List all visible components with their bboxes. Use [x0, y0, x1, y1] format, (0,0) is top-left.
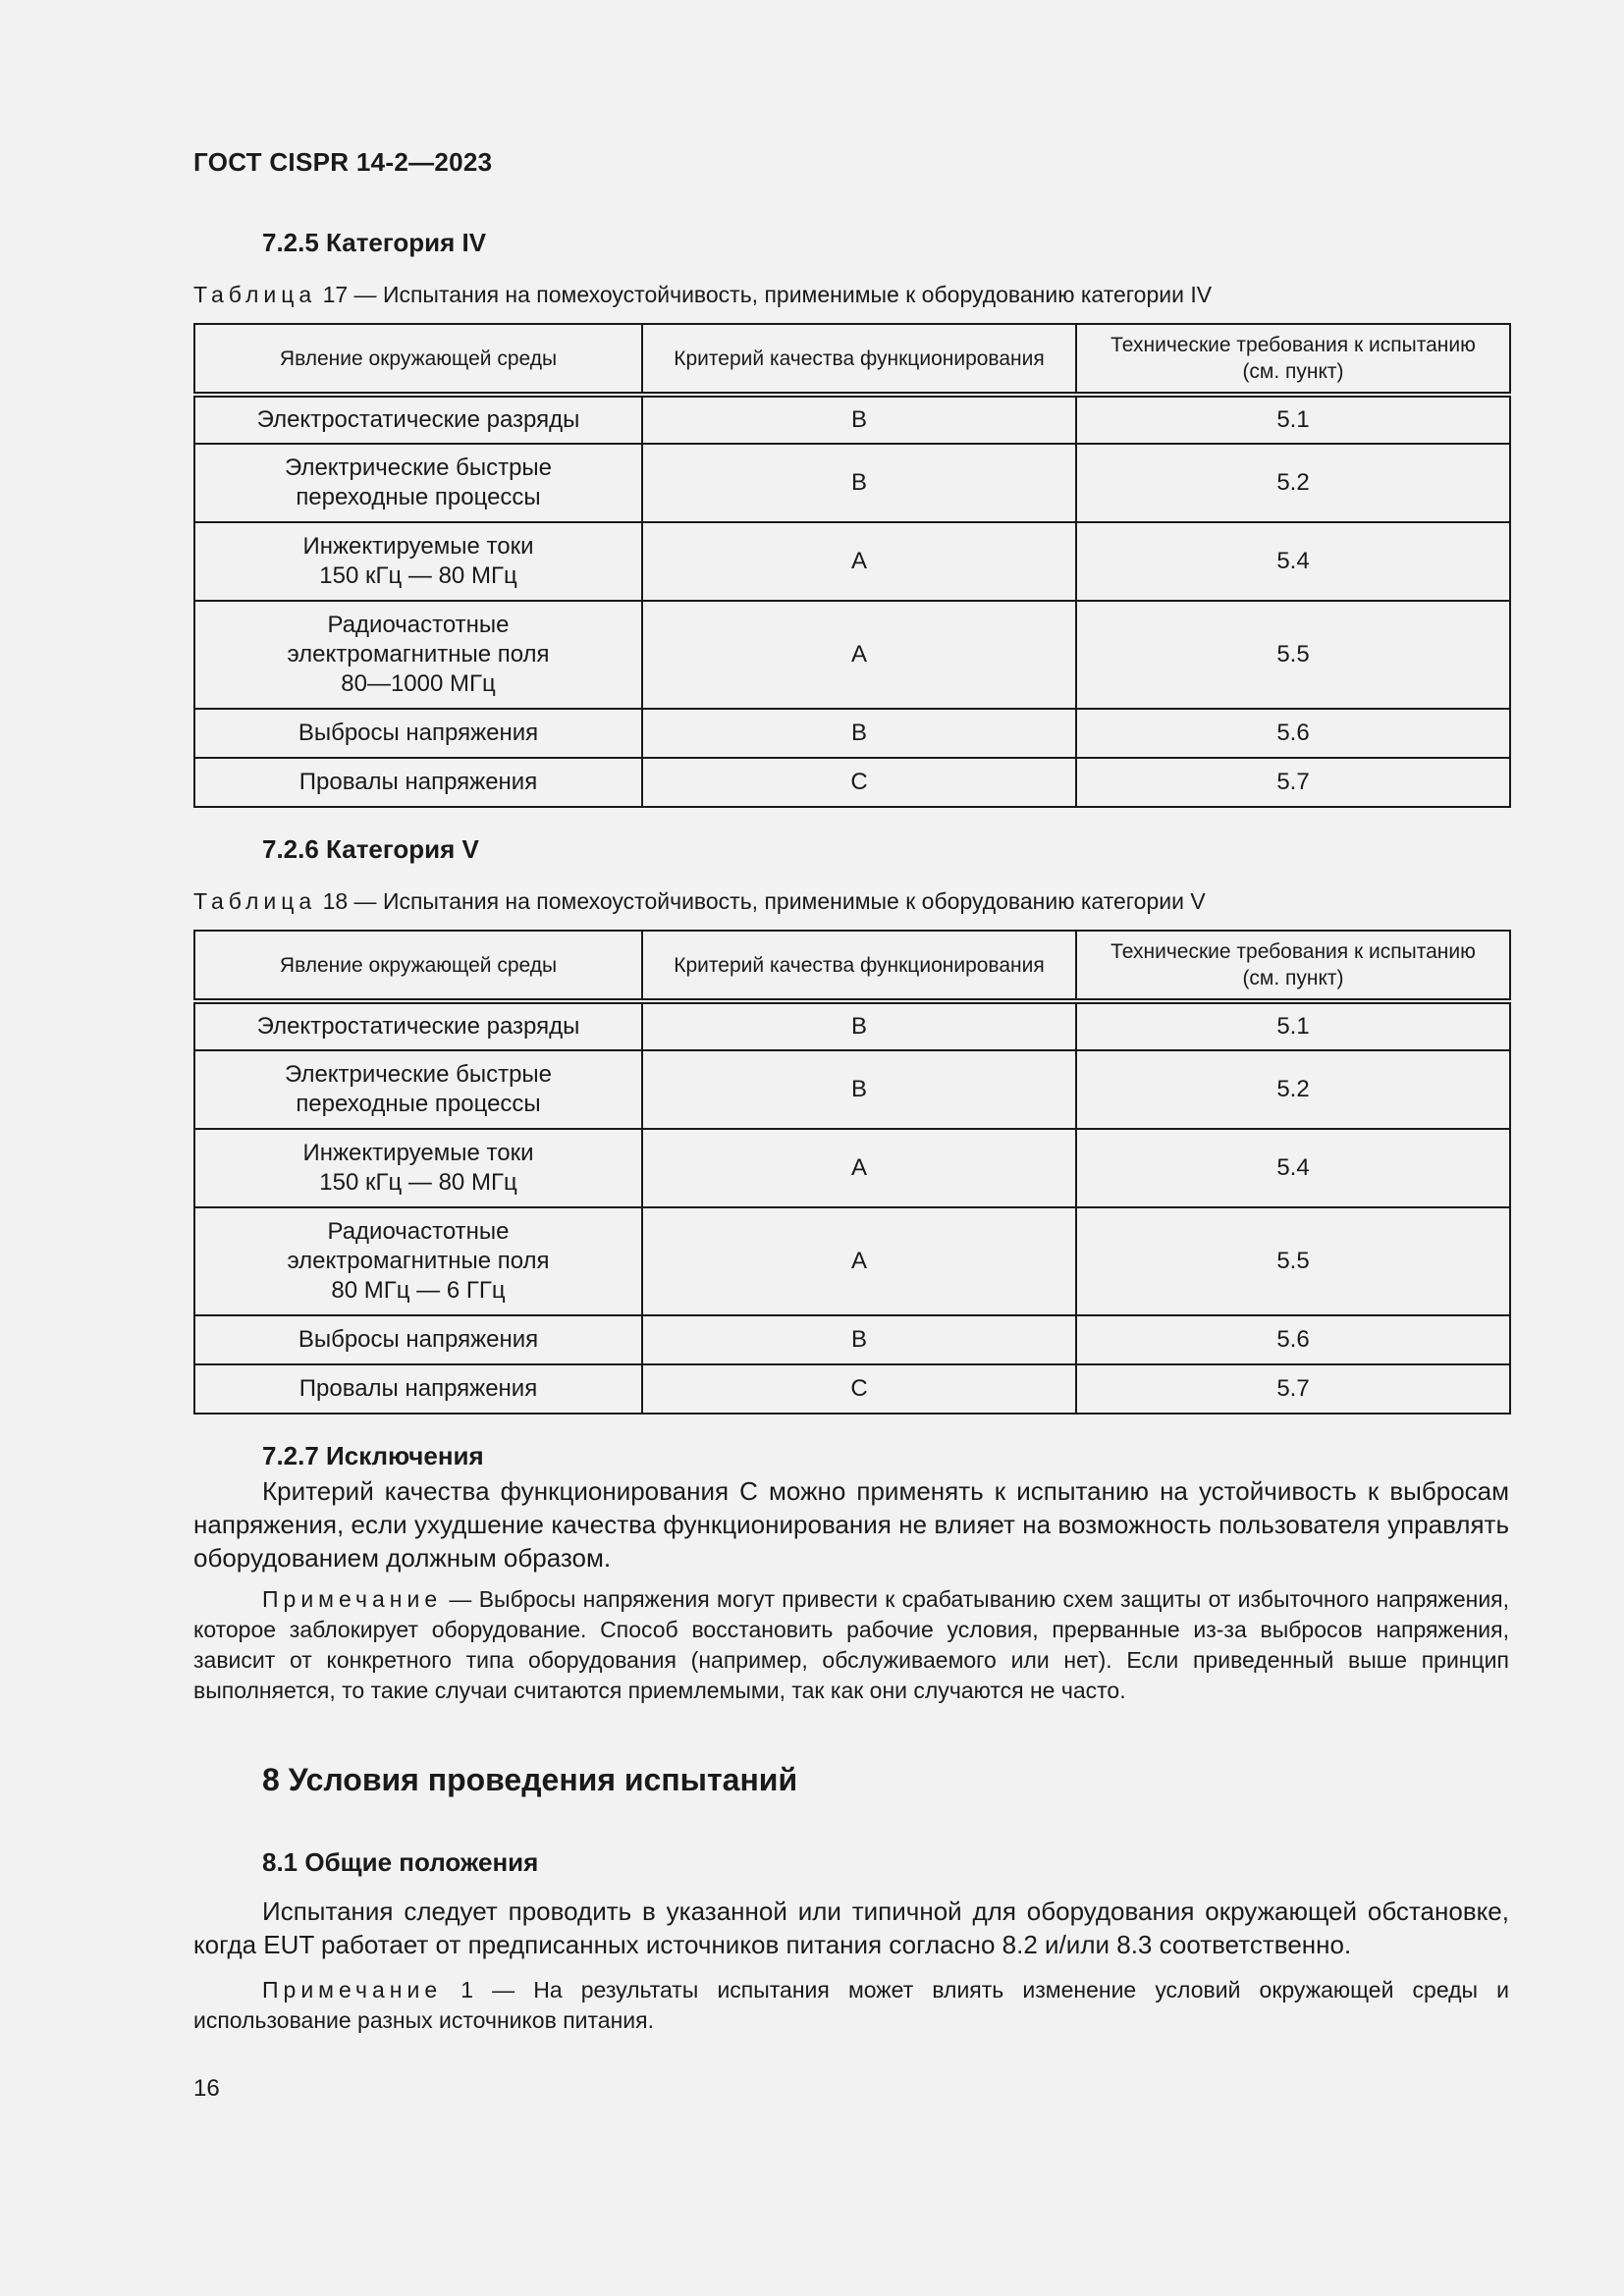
table-cell: Инжектируемые токи 150 кГц — 80 МГц: [194, 1129, 642, 1207]
table-cell: Электрические быстрые переходные процессы: [194, 1050, 642, 1129]
table-cell: 5.6: [1076, 1315, 1510, 1364]
table-cell: 5.2: [1076, 1050, 1510, 1129]
section-7-2-7-title: 7.2.7 Исключения: [262, 1441, 484, 1470]
table-cell: C: [642, 1364, 1076, 1414]
table-18-header-row: [194, 931, 1510, 1001]
table-cell: B: [642, 709, 1076, 758]
table-cell: A: [642, 601, 1076, 709]
section-7-2-5-title: 7.2.5 Категория IV: [262, 228, 487, 257]
table-row: [194, 1207, 1510, 1315]
table-cell: 5.1: [1076, 395, 1510, 444]
table-17-caption: [193, 282, 1212, 308]
table-17-caption-text: 17 — Испытания на помехоустойчивость, применимые к оборудованию категории IV: [322, 282, 1213, 307]
section-7-2-6-title: 7.2.6 Категория V: [262, 834, 479, 864]
table-18-header-cell: Критерий качества функционирования: [642, 931, 1076, 1001]
section-8-1-text: [193, 1895, 1509, 1961]
table-cell: B: [642, 444, 1076, 522]
table-cell: Радиочастотные электромагнитные поля 80—1000 МГц: [194, 601, 642, 709]
table-17-header-cell: Явление окружающей среды: [194, 324, 642, 395]
table-row: [194, 709, 1510, 758]
note-text: — Выбросы напряжения могут привести к срабатыванию схем защиты от избыточного напряжения, которое заблокирует оборудование. Способ восстановить рабочие условия, прерванные из-за выбросов напряжения, зависит от конкретного типа оборудования (например, обслуживаемого или нет). Если приведенный выше принцип выполняется, то такие случаи считаются приемлемыми, так как они случаются не часто.: [193, 1586, 1510, 1703]
table-cell: Провалы напряжения: [194, 758, 642, 807]
table-cell: 5.1: [1076, 1001, 1510, 1050]
table-cell: A: [642, 1129, 1076, 1207]
table-cell: Инжектируемые токи 150 кГц — 80 МГц: [194, 522, 642, 601]
table-cell: Электрические быстрые переходные процессы: [194, 444, 642, 522]
table-row: [194, 601, 1510, 709]
table-cell: B: [642, 1050, 1076, 1129]
table-cell: 5.2: [1076, 444, 1510, 522]
note-word: Примечание: [262, 1977, 443, 2002]
section-8-1-title: 8.1 Общие положения: [262, 1847, 539, 1877]
table-cell: Выбросы напряжения: [194, 709, 642, 758]
table-17: [193, 323, 1511, 808]
table-cell: 5.4: [1076, 522, 1510, 601]
table-18-caption-text: 18 — Испытания на помехоустойчивость, применимые к оборудованию категории V: [322, 888, 1206, 914]
document-id-header: ГОСТ CISPR 14-2—2023: [193, 147, 493, 177]
table-cell: Электростатические разряды: [194, 395, 642, 444]
table-cell: Выбросы напряжения: [194, 1315, 642, 1364]
table-row: [194, 1315, 1510, 1364]
table-cell: 5.5: [1076, 1207, 1510, 1315]
table-18-caption: [193, 888, 1206, 915]
note-word: Примечание: [262, 1586, 443, 1612]
table-18-header-cell: Явление окружающей среды: [194, 931, 642, 1001]
table-row: [194, 1129, 1510, 1207]
table-row: [194, 444, 1510, 522]
section-7-2-7-text: [193, 1474, 1509, 1575]
section-7-2-7-body: Критерий качества функционирования С можно применять к испытанию на устойчивость к выбросам напряжения, если ухудшение качества функционирования не влияет на возможность пользователя управлять оборудованием должным образом.: [193, 1476, 1509, 1573]
section-7-2-7-note: [193, 1584, 1509, 1706]
note-text: 1 — На результаты испытания может влиять изменение условий окружающей среды и использование разных источников питания.: [193, 1977, 1510, 2033]
table-18-caption-word: Таблица: [193, 888, 317, 914]
table-cell: B: [642, 395, 1076, 444]
table-17-caption-word: Таблица: [193, 282, 317, 307]
page-number: 16: [193, 2075, 220, 2102]
table-cell: 5.6: [1076, 709, 1510, 758]
table-cell: 5.7: [1076, 1364, 1510, 1414]
table-17-header-cell: Критерий качества функционирования: [642, 324, 1076, 395]
table-cell: B: [642, 1315, 1076, 1364]
table-cell: Провалы напряжения: [194, 1364, 642, 1414]
table-cell: 5.5: [1076, 601, 1510, 709]
table-row: [194, 758, 1510, 807]
table-cell: A: [642, 522, 1076, 601]
table-row: [194, 1364, 1510, 1414]
table-row: [194, 395, 1510, 444]
table-17-header-row: [194, 324, 1510, 395]
table-17-header-cell: Технические требования к испытанию (см. пункт): [1076, 324, 1510, 395]
table-cell: A: [642, 1207, 1076, 1315]
table-18: [193, 930, 1511, 1415]
table-row: [194, 1050, 1510, 1129]
table-cell: B: [642, 1001, 1076, 1050]
table-18-header-cell: Технические требования к испытанию (см. пункт): [1076, 931, 1510, 1001]
table-cell: 5.4: [1076, 1129, 1510, 1207]
section-8-1-body: Испытания следует проводить в указанной или типичной для оборудования окружающей обстановке, когда EUT работает от предписанных источников питания согласно 8.2 и/или 8.3 соответственно.: [193, 1896, 1509, 1959]
section-8-title: 8 Условия проведения испытаний: [262, 1762, 798, 1797]
section-8-1-note: [193, 1975, 1509, 2036]
table-row: [194, 1001, 1510, 1050]
table-cell: Радиочастотные электромагнитные поля 80 МГц — 6 ГГц: [194, 1207, 642, 1315]
table-cell: C: [642, 758, 1076, 807]
table-row: [194, 522, 1510, 601]
table-cell: 5.7: [1076, 758, 1510, 807]
table-cell: Электростатические разряды: [194, 1001, 642, 1050]
